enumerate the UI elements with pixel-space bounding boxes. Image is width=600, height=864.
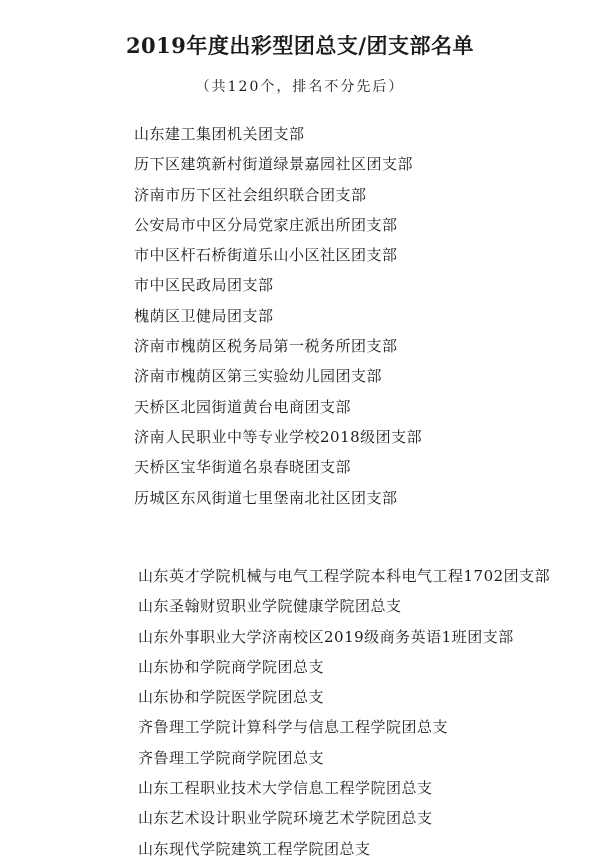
list-item: 济南市槐荫区税务局第一税务所团支部 <box>134 337 398 356</box>
list-item: 济南市槐荫区第三实验幼儿园团支部 <box>134 367 383 386</box>
organization-list-group-b <box>138 561 550 864</box>
list-item: 天桥区宝华街道名泉春晓团支部 <box>134 458 352 477</box>
document-subtitle: （共120个，排名不分先后） <box>195 79 405 95</box>
list-item: 山东英才学院机械与电气工程学院本科电气工程1702团支部 <box>138 567 551 585</box>
document-title: 2019年度出彩型团总支/团支部名单 <box>125 33 475 58</box>
list-item: 齐鲁理工学院计算科学与信息工程学院团总支 <box>138 718 449 737</box>
organization-list-group-a <box>134 119 422 513</box>
list-item: 山东外事职业大学济南校区2019级商务英语1班团支部 <box>138 627 514 646</box>
list-item: 山东圣翰财贸职业学院健康学院团总支 <box>138 597 402 616</box>
list-item: 山东现代学院建筑工程学院团总支 <box>138 839 371 858</box>
list-item: 济南人民职业中等专业学校2018级团支部 <box>134 427 423 446</box>
list-item: 山东协和学院商学院团总支 <box>138 657 325 676</box>
list-item: 历城区东风街道七里堡南北社区团支部 <box>134 488 398 507</box>
list-item: 槐荫区卫健局团支部 <box>134 306 274 325</box>
list-item: 历下区建筑新村街道绿景嘉园社区团支部 <box>134 155 414 174</box>
list-item: 齐鲁理工学院商学院团总支 <box>138 748 325 767</box>
list-item: 山东工程职业技术大学信息工程学院团总支 <box>138 779 433 798</box>
list-item: 山东协和学院医学院团总支 <box>138 688 325 707</box>
list-item: 天桥区北园街道黄台电商团支部 <box>134 397 352 416</box>
list-item: 公安局市中区分局党家庄派出所团支部 <box>134 215 398 234</box>
list-item: 济南市历下区社会组织联合团支部 <box>134 185 367 204</box>
list-item: 山东艺术设计职业学院环境艺术学院团总支 <box>138 809 433 828</box>
list-item: 山东建工集团机关团支部 <box>134 125 305 143</box>
list-item: 市中区杆石桥街道乐山小区社区团支部 <box>134 246 398 265</box>
list-item: 市中区民政局团支部 <box>134 276 274 295</box>
